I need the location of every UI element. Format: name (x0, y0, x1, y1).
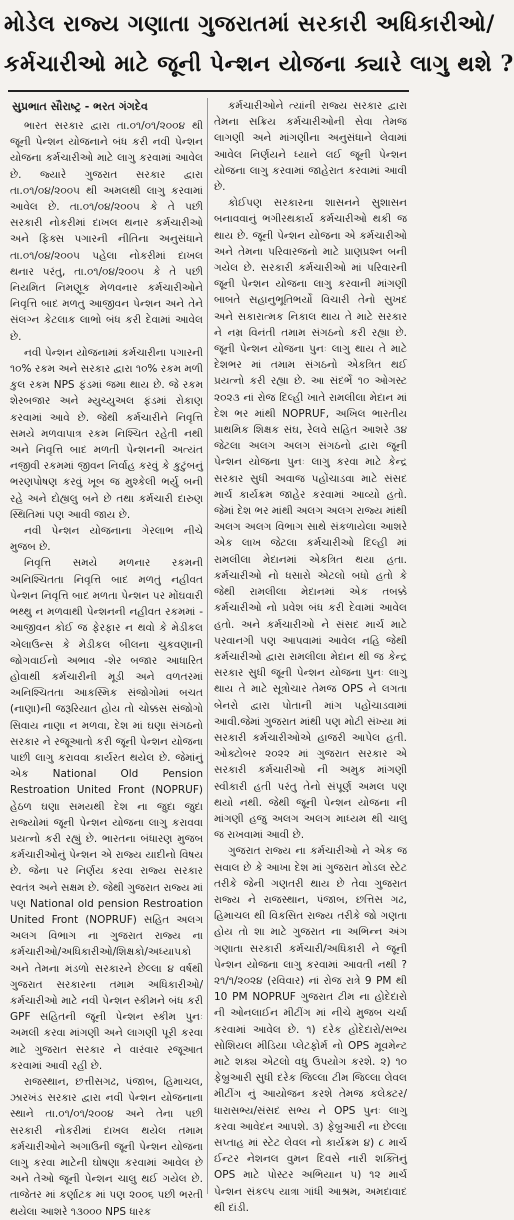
paragraph: ગુજરાત રાજ્ય ના કર્મચારીઓ ને એક જ સવાલ છે કે આખા દેશ માં ગુજરાત મોડલ સ્ટેટ તરીકે જેની ગણતરી થાય છે તેવા ગુજરાત રાજ્ય ને રાજસ્થાન, પંજાબ, છત્તિસ ગઢ, હિમાચલ થી વિકસિત રાજ્ય તરીકે જો ગણતા હોય તો શા માટે ગુજરાત ના અભિન્ન અંગ ગણાતા સરકારી કર્મચારી/અધિકારી ને જૂની પેન્શન યોજના લાગુ કરવામાં આવતી નથી ? ૨૧/૧/૨૦૨૪ (રવિવાર) નાં રોજ રાત્રે 9 PM થી 10 PM NOPRUF ગુજરાત ટીમ ના હોદેદારો ની ઓનલાઈન મીટીંગ માં નીચે મુજબ ચર્ચા કરવામાં આવેલ છે. ૧) દરેક હોદેદારો/સભ્ય સોશિયલ મીડિયા પ્લેટફોર્મ નો OPS મૂવમેન્ટ માટે શક્ય એટલો વધુ ઉપયોગ કરશે. ૨) ૧૦ ફેબ્રુઆરી સુધી દરેક જિલ્લા ટીમ જિલ્લા લેવલ મીટીંગ નું આયોજન કરશે તેમજ કલેક્ટર/ધારાસભ્ય/સંસદ સભ્ય ને OPS પુનઃ લાગુ કરવા આવેદન આપશે. ૩) ફેબ્રુઆરી ના છેલ્લા સપ્તાહ માં સ્ટેટ લેવલ નો કાર્યક્રમ ૪) ૮ માર્ચ ઈન્ટર નેશનલ વુમન દિવસે નારી શક્તિનું OPS માટે પોસ્ટર અભિયાન ૫) ૧૨ માર્ચ પેન્શન સંકલ્પ યાત્રા ગાંધી આશ્રમ, અમદાવાદ થી દાંડી. (214, 845, 407, 1214)
paragraph: નિવૃત્તિ સમયે મળનાર રકમની અનિશ્ચિતતા નિવૃત્તિ બાદ મળતું નહીવત પેન્શન નિવૃત્તિ બાદ મળતા પેન્શન પર મોંઘવારી ભથ્થુ ન મળવાથી પેન્શનની નહીવત રકમમાં - આજીવન કોઈ જ ફેરફાર ન થવો કે મેડીકલ એલાઉન્સ કે મેડીકલ બીલના ચુકવણાની જોગવાઈનો અભાવ -શેર બજાર આધારિત હોવાથી કર્મચારીની મૂડી અને વળતરમાં અનિશ્ચિતતા આકસ્મિક સંજોગોમાં બચત (નાણા)ની જરૂરિયાત હોય તો ચોક્કસ સંજોગો સિવાય નાણા ન મળવા, દેશ માં ઘણા સંગઠનો સરકાર ને રજૂઆતો કરી જૂની પેન્શન યોજના પાછી લાગુ કરાવવા કાર્યરત થયેલ છે. જેમાંનું એક National Old Pension Restroation United Front (NOPRUF) હેઠળ ઘણા સમયથી દેશ ના જુદા જુદા રાજ્યોમાં જૂની પેન્શન યોજના લાગુ કરાવવા પ્રયત્નો કરી રહ્યું છે. ભારતના બંધારણ મુજબ કર્મચારીઓનું પેન્શન એ રાજ્ય યાદીનો વિષય છે. જેના પર નિર્ણય કરવા રાજ્ય સરકાર સ્વતંત્ર અને સક્ષમ છે. જેથી ગુજરાત રાજ્ય માં પણ National old pension Restroation United Front (NOPRUF) સહિત અલગ અલગ વિભાગ ના ગુજરાત રાજ્ય ના કર્મચારીઓ/અધિકારીઓ/શિક્ષકો/અધ્યાપકો અને તેમના મંડળો સરકારને છેલ્લા ૪ વર્ષથી ગુજરાત સરકારના તમામ અધિકારીઓ/કર્મચારીઓ માટે નવી પેન્શન સ્કીમને બંધ કરી GPF સહિતની જૂની પેન્શન સ્કીમ પુનઃ અમલી કરવા માંગણી અને લાગણી પૂરી કરવા માટે ગુજરાત સરકાર ને વારંવાર રજૂઆત કરવામાં આવી રહી છે. (10, 557, 203, 1072)
paragraph: ભારત સરકાર દ્વારા તા.૦૧/૦૧/૨૦૦૪ થી જૂની પેન્શન યોજનાને બંધ કરી નવી પેન્શન યોજના કર્મચારીઓ માટે લાગુ કરવામાં આવેલ છે. જ્યારે ગુજરાત સરકાર દ્વારા તા.૦૧/૦૪/૨૦૦૫ થી અમલથી લાગુ કરવામાં આવેલ છે. તા.૦૧/૦૪/૨૦૦૫ કે તે પછી સરકારી નોકરીમાં દાખલ થનાર કર્મચારીઓ અને ફિક્સ પગારની નીતિના અનુસંધાને તા.૦૧/૦૪/૨૦૦૫ પહેલા નોકરીમાં દાખલ થનાર પરંતુ, તા.૦૧/૦૪/૨૦૦૫ કે તે પછી નિયમિત નિમણૂક મેળવનાર કર્મચારીઓને નિવૃત્તિ બાદ મળતુ આજીવન પેન્શન અને તેને સંલગ્ન કેટલાક લાભો બંધ કરી દેવામાં આવેલ છે. (10, 120, 203, 343)
headline-line-2: કર્મચારીઓ માટે જૂની પેન્શન યોજના ક્યારે લાગુ થશે ? (4, 51, 514, 77)
paragraph: કર્મચારીઓને ત્યાંની રાજ્ય સરકાર દ્વારા તેમના સક્રિય કર્મચારીઓની સેવા તેમજ લાગણી અને માંગણીના અનુસંધાને લેવામાં આવેલ નિર્ણયને ધ્યાને લઈ જૂની પેન્શન યોજના લાગુ કરવામાં જાહેરાત કરવામાં આવી છે. (214, 100, 407, 194)
left-column (10, 118, 203, 1218)
right-column (214, 98, 407, 1214)
paragraph: નવી પેન્શન યોજનામાં કર્મચારીના પગારની ૧૦% રકમ અને સરકાર દ્વારા ૧૦% રકમ મળી કુલ રકમ NPS ફંડમાં જમા થાય છે. જે રકમ શેરબજાર અને મ્યુચ્યુઅલ ફંડમાં રોકાણ કરવામાં આવે છે. જેથી કર્મચારીને નિવૃત્તિ સમયે મળવાપાત્ર રકમ નિશ્ચિત રહેતી નથી અને નિવૃત્તિ બાદ મળતી પેન્શનની અત્યંત નજીવી રકમમાં જીવન નિર્વાહ કરવું કે કુટુંબનું ભરણપોષણ કરવું ખૂબ જ મુશ્કેલી ભર્યુ બની રહે અને દોહ્યલુ બને છે તથા કર્મચારી દારુણ સ્થિતિમાં પણ આવી જાય છે. (10, 346, 203, 521)
paragraph: નવી પેન્શન યોજનાના ગેરલાભ નીચે મુજબ છે. (10, 525, 203, 554)
paragraph: રાજસ્થાન, છત્તીસગઢ, પંજાબ, હિમાચલ, ઝારખંડ સરકાર દ્વારા નવી પેન્શન યોજનાના સ્થાને તા.૦૧/૦૧/૨૦૦૪ અને તેના પછી સરકારી નોકરીમાં દાખલ થયેલ તમામ કર્મચારીઓને અગાઉની જૂની પેન્શન યોજના લાગુ કરવા માટેની ઘોષણા કરવામાં આવેલ છે અને તેઓ જૂની પેન્શન ચાલુ થઈ ગયેલ છે. તાજેતર માં કર્ણાટક માં પણ ૨૦૦૬ પછી ભરતી થયેલા આશરે ૧૩૦૦૦ NPS ધારક (10, 1075, 203, 1218)
paragraph: કોઈપણ સરકારના શાસનને સુશાસન બનાવવાનું ભગીરથકાર્ય કર્મચારીઓ થકી જ થાય છે. જૂની પેન્શન યોજના એ કર્મચારીઓ અને તેમના પરિવારજનો માટે પ્રાણપ્રશ્ન બની ગયેલ છે. સરકારી કર્મચારીઓ માં પરિવારની જૂની પેન્શન યોજના લાગુ કરવાની માંગણી બાબતે સહાનુભૂતિભર્યો વિચારી તેનો સુખદ અને સકારાત્મક નિકાલ થાય તે માટે સરકાર ને નમ્ર વિનંતી તમામ સંગઠનો કરી રહ્યા છે. જૂની પેન્શન યોજના પુનઃ લાગુ થાય તે માટે દેશભર માં તમામ સંગઠનો એકત્રિત થઈ પ્રયત્નો કરી રહ્યા છે. આ સંદર્ભે ૧૦ ઓગસ્ટ ૨૦૨૩ નાં રોજ દિલ્હી ખાતે રામલીલા મેદાન માં દેશ ભર માંથી NOPRUF, અખિલ ભારતીય પ્રાથમિક શિક્ષક સંઘ, રેલવે સહિત આશરે ૩૪ જેટલા અલગ અલગ સંગઠનો દ્વારા જૂની પેન્શન યોજના પુનઃ લાગુ કરવા માટે કેન્દ્ર સરકાર સુધી અવાજ પહોંચાડવા માટે સંસદ માર્ચ કાર્યક્રમ જાહેર કરવામાં આવ્યો હતો. જેમાં દેશ ભર માંથી અલગ અલગ રાજ્ય માંથી અલગ અલગ વિભાગ સાથે સંકળાયેલા આશરે એક લાખ જેટલા કર્મચારીઓ દિલ્હી માં રામલીલા મેદાનમાં એકત્રિત થયા હતા. કર્મચારીઓ નો ધસારો એટલો બધો હતો કે જેથી રામલીલા મેદાનમાં એક તબક્કે કર્મચારીઓ નો પ્રવેશ બંધ કરી દેવામાં આવેલ હતો. અને કર્મચારીઓ ને સંસદ માર્ચ માટે પરવાનગી પણ આપવામાં આવેલ નહિ જેથી કર્મચારીઓ દ્વારા રામલીલા મેદાન થી જ કેન્દ્ર સરકાર સુધી જૂની પેન્શન યોજના પુનઃ લાગુ થાય તે માટે સૂત્રોચાર તેમજ OPS ને લગતા બેનરો દ્વારા પોતાની માંગ પહોંચાડવામાં આવી.જેમાં ગુજરાત માંથી પણ મોટી સંખ્યા માં સરકારી કર્મચારીઓએ હાજરી આપેલ હતી. ઓક્ટોબર ૨૦૨૨ માં ગુજરાત સરકાર એ સરકારી કર્મચારીઓ ની અમુક માંગણી સ્વીકારી હતી પરંતુ તેનો સંપૂર્ણ અમલ પણ થયો નથી. જેથી જૂની પેન્શન યોજના ની માંગણી હજુ અલગ અલગ માધ્યમ થી ચાલુ જ રાખવામાં આવી છે. (214, 197, 407, 842)
byline: સુપ્રભાત સૌરાષ્ટ્ર - ભરત ગંગદેવ (12, 100, 148, 113)
headline-line-1: મોડેલ રાજ્ય ગણાતા ગુજરાતમાં સરકારી અધિકારીઓ/ (4, 11, 495, 37)
column-divider (207, 98, 208, 1194)
article-headline (4, 4, 514, 84)
headline-rule (8, 90, 409, 92)
